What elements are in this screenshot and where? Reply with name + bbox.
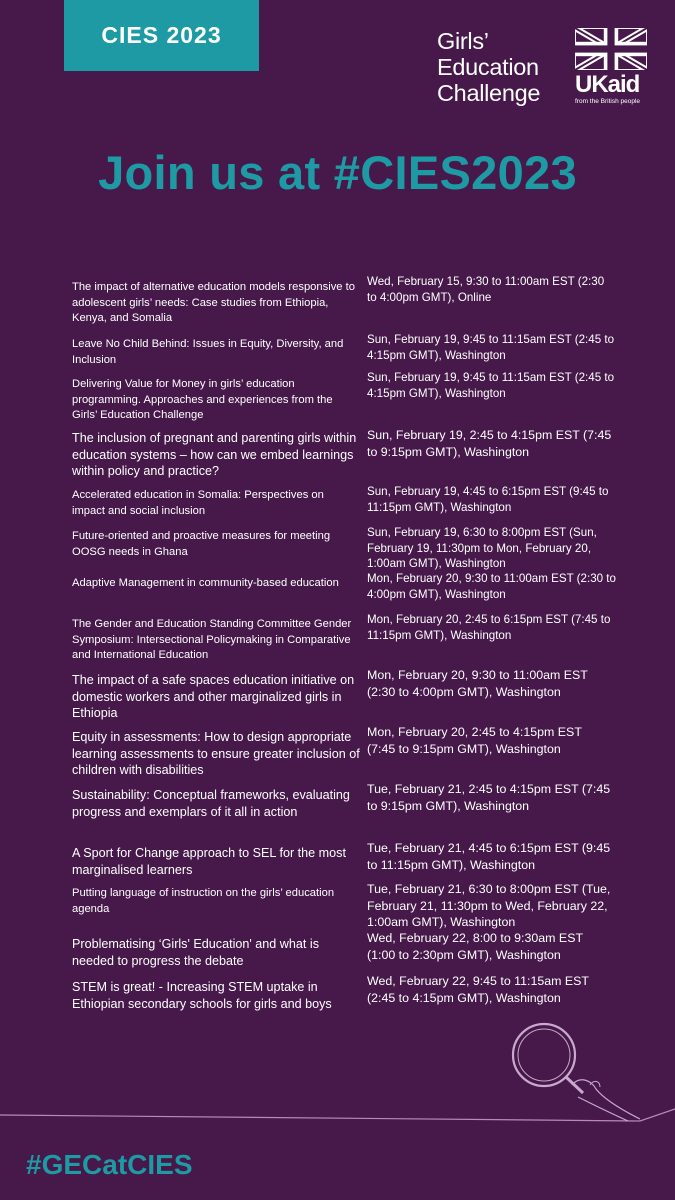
session-title: STEM is great! - Increasing STEM uptake in Ethiopian secondary schools for girls and boys (72, 980, 332, 1011)
session-title: Accelerated education in Somalia: Perspectives on impact and social inclusion (72, 489, 324, 517)
gec-logo-line-1: Girls’ (437, 28, 489, 54)
gec-logo (437, 28, 567, 106)
session-title: Putting language of instruction on the girls’ education agenda (72, 887, 335, 915)
session-title: Delivering Value for Money in girls’ education programming. Approaches and experiences from the Girls’ Education Challenge (72, 378, 333, 421)
page-title: Join us at #CIES2023 (98, 146, 577, 199)
session-time: Wed, February 22, 9:45 to 11:15am EST (2:45 to 4:15pm GMT), Washington (367, 974, 589, 1005)
session-time: Sun, February 19, 6:30 to 8:00pm EST (Sun, February 19, 11:30pm to Mon, February 20, 1:00am GMT), Washington (367, 526, 597, 570)
session-time: Tue, February 21, 6:30 to 8:00pm EST (Tue, February 21, 11:30pm to Wed, February 22, 1:00am GMT), Washington (367, 882, 611, 929)
union-flag-icon (575, 28, 647, 70)
magnifier-hand-illustration (0, 1015, 675, 1125)
session-title: Leave No Child Behind: Issues in Equity, Diversity, and Inclusion (72, 338, 344, 366)
ukaid-tagline: from the British people (575, 98, 641, 105)
session-time: Sun, February 19, 9:45 to 11:15am EST (2:45 to 4:15pm GMT), Washington (367, 333, 615, 362)
session-title: Future-oriented and proactive measures for meeting OOSG needs in Ghana (72, 530, 331, 558)
session-time: Mon, February 20, 2:45 to 6:15pm EST (7:45 to 11:15pm GMT), Washington (367, 613, 611, 642)
session-time: Mon, February 20, 2:45 to 4:15pm EST (7:45 to 9:15pm GMT), Washington (367, 725, 582, 756)
event-badge-label: CIES 2023 (101, 22, 222, 48)
session-time: Tue, February 21, 4:45 to 6:15pm EST (9:45 to 11:15pm GMT), Washington (367, 841, 611, 872)
ukaid-logo (575, 28, 651, 110)
session-time: Sun, February 19, 4:45 to 6:15pm EST (9:45 to 11:15pm GMT), Washington (367, 485, 609, 514)
session-time: Mon, February 20, 9:30 to 11:00am EST (2:30 to 4:00pm GMT), Washington (367, 668, 588, 699)
session-title: The inclusion of pregnant and parenting girls within education systems – how can we embed learnings within policy and practice? (72, 431, 357, 478)
session-title: The Gender and Education Standing Committee Gender Symposium: Intersectional Policymaking in Comparative and International Education (72, 618, 352, 661)
session-title: A Sport for Change approach to SEL for the most marginalised learners (72, 846, 346, 877)
session-title: The impact of alternative education models responsive to adolescent girls’ needs: Case studies from Ethiopia, Kenya, and Somalia (72, 281, 355, 324)
session-title: The impact of a safe spaces education initiative on domestic workers and other marginalized girls in Ethiopia (72, 673, 355, 720)
gec-logo-line-2: Education (437, 54, 539, 80)
campaign-hashtag: #GECatCIES (26, 1149, 193, 1180)
session-time: Wed, February 15, 9:30 to 11:00am EST (2:30 to 4:00pm GMT), Online (367, 275, 605, 304)
session-title: Equity in assessments: How to design appropriate learning assessments to ensure greater inclusion of children with disabilities (72, 730, 360, 777)
session-time: Tue, February 21, 2:45 to 4:15pm EST (7:45 to 9:15pm GMT), Washington (367, 782, 611, 813)
session-title: Problematising ‘Girls' Education' and what is needed to progress the debate (72, 937, 320, 968)
event-badge (64, 0, 259, 71)
gec-logo-line-3: Challenge (437, 80, 541, 106)
session-time: Sun, February 19, 2:45 to 4:15pm EST (7:45 to 9:15pm GMT), Washington (367, 428, 612, 459)
session-time: Wed, February 22, 8:00 to 9:30am EST (1:00 to 2:30pm GMT), Washington (367, 931, 583, 962)
ukaid-wordmark: UKaid (575, 71, 640, 98)
session-title: Adaptive Management in community-based education (72, 577, 339, 589)
session-time: Mon, February 20, 9:30 to 11:00am EST (2:30 to 4:00pm GMT), Washington (367, 572, 616, 601)
session-title: Sustainability: Conceptual frameworks, evaluating progress and exemplars of it all in action (72, 788, 350, 819)
session-time: Sun, February 19, 9:45 to 11:15am EST (2:45 to 4:15pm GMT), Washington (367, 371, 615, 400)
